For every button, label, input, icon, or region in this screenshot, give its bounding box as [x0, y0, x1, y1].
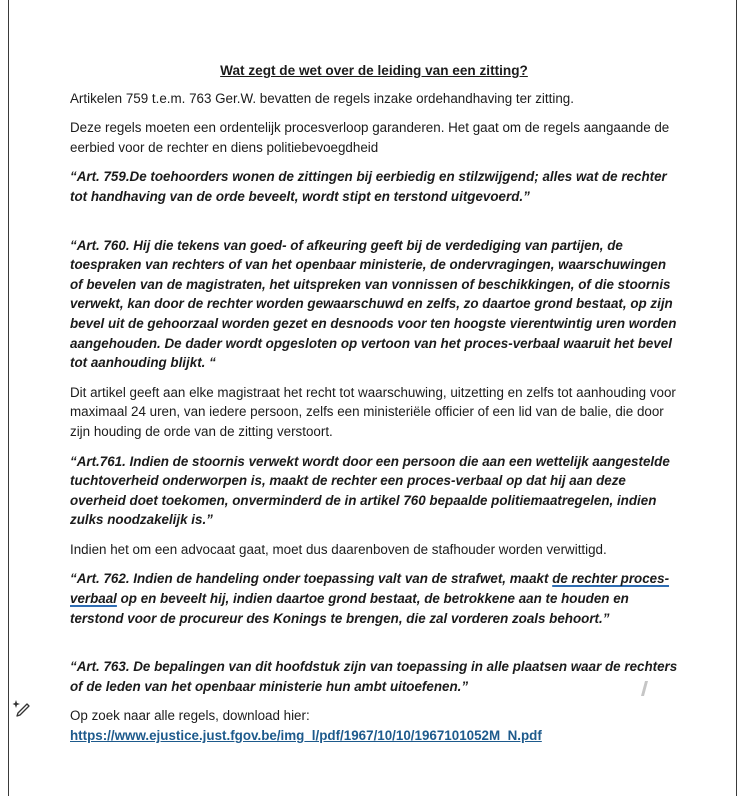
comment-article-761: Indien het om een advocaat gaat, moet dus daarenboven de stafhouder worden verwittigd. [70, 541, 607, 557]
download-link[interactable]: https://www.ejustice.just.fgov.be/img_l/pdf/1967/10/10/1967101052M_N.pdf [70, 728, 542, 744]
comment-article-760: Dit artikel geeft aan elke magistraat het recht tot waarschuwing, uitzetting en zelfs tot aanhouding voor maximaal 24 uren, van iedere persoon, zelfs een ministeriële officier of een lid van de balie, die door zijn houding de orde van de zitting verstoort. [70, 384, 676, 439]
document-title: Wat zegt de wet over de leiding van een zitting? [220, 63, 528, 78]
ai-pen-sparkle-icon[interactable] [12, 696, 34, 718]
article-762-end: op en beveelt hij, indien daartoe grond bestaat, de betrokkene aan te houden en terstond voor de procureur des Konings te brengen, die zal vorderen zoals behoort.” [70, 591, 629, 626]
document-body[interactable] [70, 61, 678, 746]
article-761: “Art.761. Indien de stoornis verwekt wordt door een persoon die aan een wettelijk aangestelde tuchtoverheid onderworpen is, maakt de rechter een proces-verbaal op dat hij aan deze overheid doet toekomen, onverminderd de in artikel 760 bepaalde politiemaatregelen, indien zulks noodzakelijk is.” [70, 453, 670, 528]
intro-paragraph-1: Artikelen 759 t.e.m. 763 Ger.W. bevatten de regels inzake ordehandhaving ter zitting. [70, 90, 574, 106]
intro-paragraph-2: Deze regels moeten een ordentelijk procesverloop garanderen. Het gaat om de regels aangaande de eerbied voor de rechter en diens politiebevoegdheid [70, 120, 670, 155]
article-760: “Art. 760. Hij die tekens van goed- of afkeuring geeft bij de verdediging van partijen, de toespraken van rechters of van het openbaar ministerie, de ondervragingen, waarschuwingen of bevelen van de magistraten, het uitspreken van vonnissen of beschikkingen, of die stoornis verwekt, kan door de rechter worden gewaarschuwd en zelfs, zo daartoe grond bestaat, op zijn bevel uit de gehoorzaal worden gezet en desnoods voor ten hoogste vierentwintig uren worden aangehouden. De dader wordt opgesloten op vertoon van het proces-verbaal waaruit het bevel tot aanhouding blijkt. “ [70, 237, 677, 371]
article-763-text: “Art. 763. De bepalingen van dit hoofdstuk zijn van toepassing in alle plaatsen waar de rechters of de leden van het openbaar ministerie hun ambt uitoefenen.” [70, 659, 678, 694]
article-759: “Art. 759.De toehoorders wonen de zittingen bij eerbiedig en stilzwijgend; alles wat de rechter tot handhaving van de orde beveelt, wordt stipt en terstond uitgevoerd.” [70, 169, 667, 204]
download-label: Op zoek naar alle regels, download hier: [70, 708, 310, 724]
article-762 [70, 569, 678, 628]
article-763 [70, 657, 678, 696]
spellcheck-flag[interactable]: de rechter proces-verbaal [70, 571, 670, 607]
document-page [8, 0, 737, 796]
article-762-start: “Art. 762. Indien de handeling onder toepassing valt van de strafwet, maakt [70, 571, 553, 587]
